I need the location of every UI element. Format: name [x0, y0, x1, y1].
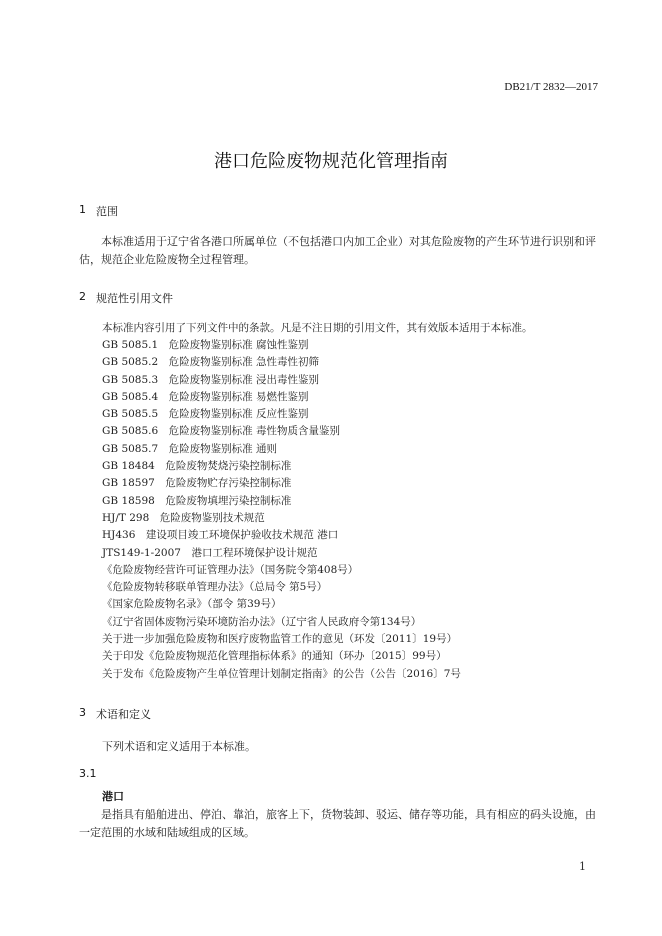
- reference-item: GB 5085.2 危险废物鉴别标准 急性毒性初筛: [102, 356, 320, 369]
- section-2-title: 规范性引用文件: [96, 292, 173, 305]
- section-1-text: 本标准适用于辽宁省各港口所属单位（不包括港口内加工企业）对其危险废物的产生环节进行识别和评估，规范企业危险废物全过程管理。: [79, 235, 596, 266]
- term-name: 港口: [102, 790, 124, 803]
- reference-item: 关于发布《危险废物产生单位管理计划制定指南》的公告（公告〔2016〕7号: [102, 667, 461, 680]
- section-3-intro: 下列术语和定义适用于本标准。: [102, 740, 256, 753]
- section-1-number: 1: [79, 203, 86, 216]
- reference-item: 《国家危险废物名录》（部令 第39号）: [102, 598, 282, 611]
- reference-item: GB 18484 危险废物焚烧污染控制标准: [102, 460, 292, 473]
- reference-item: GB 18597 危险废物贮存污染控制标准: [102, 477, 292, 490]
- page-number: 1: [579, 860, 586, 873]
- reference-item: 关于进一步加强危险废物和医疗废物监管工作的意见（环发〔2011〕19号）: [102, 633, 458, 646]
- section-2-number: 2: [79, 290, 86, 303]
- section-3-title: 术语和定义: [96, 708, 151, 721]
- reference-item: HJ/T 298 危险废物鉴别技术规范: [102, 511, 265, 524]
- reference-list: [102, 337, 461, 683]
- reference-item: GB 5085.4 危险废物鉴别标准 易燃性鉴别: [102, 390, 309, 403]
- section-1-title: 范围: [96, 205, 118, 218]
- section-2-intro: 本标准内容引用了下列文件中的条款。凡是不注日期的引用文件，其有效版本适用于本标准。: [102, 322, 533, 334]
- reference-item: GB 5085.1 危险废物鉴别标准 腐蚀性鉴别: [102, 339, 309, 351]
- section-3-number: 3: [79, 706, 86, 719]
- section-1-paragraph: [79, 233, 599, 269]
- reference-item: 关于印发《危险废物规范化管理指标体系》的通知（环办〔2015〕99号）: [102, 650, 447, 663]
- term-definition: [79, 806, 599, 842]
- page-title: 港口危险废物规范化管理指南: [214, 151, 448, 172]
- reference-item: GB 5085.6 危险废物鉴别标准 毒性物质含量鉴别: [102, 425, 341, 438]
- reference-item: GB 18598 危险废物填埋污染控制标准: [102, 494, 292, 507]
- reference-item: 《辽宁省固体废物污染环境防治办法》（辽宁省人民政府令第134号）: [102, 615, 422, 628]
- reference-item: GB 5085.5 危险废物鉴别标准 反应性鉴别: [102, 408, 309, 421]
- reference-item: GB 5085.7 危险废物鉴别标准 通则: [102, 442, 278, 455]
- reference-item: 《危险废物转移联单管理办法》（总局令 第5号）: [102, 581, 328, 594]
- reference-item: JTS149-1-2007 港口工程环境保护设计规范: [102, 546, 318, 559]
- reference-item: 《危险废物经营许可证管理办法》（国务院令第408号）: [102, 563, 359, 576]
- reference-item: HJ436 建设项目竣工环境保护验收技术规范 港口: [102, 529, 339, 542]
- document-code: DB21/T 2832—2017: [504, 81, 598, 93]
- clause-3-1-number: 3.1: [79, 767, 97, 780]
- reference-item: GB 5085.3 危险废物鉴别标准 浸出毒性鉴别: [102, 373, 320, 386]
- term-definition-text: 是指具有船舶进出、停泊、靠泊，旅客上下，货物装卸、驳运、储存等功能，具有相应的码头设施，由一定范围的水域和陆域组成的区域。: [79, 808, 596, 839]
